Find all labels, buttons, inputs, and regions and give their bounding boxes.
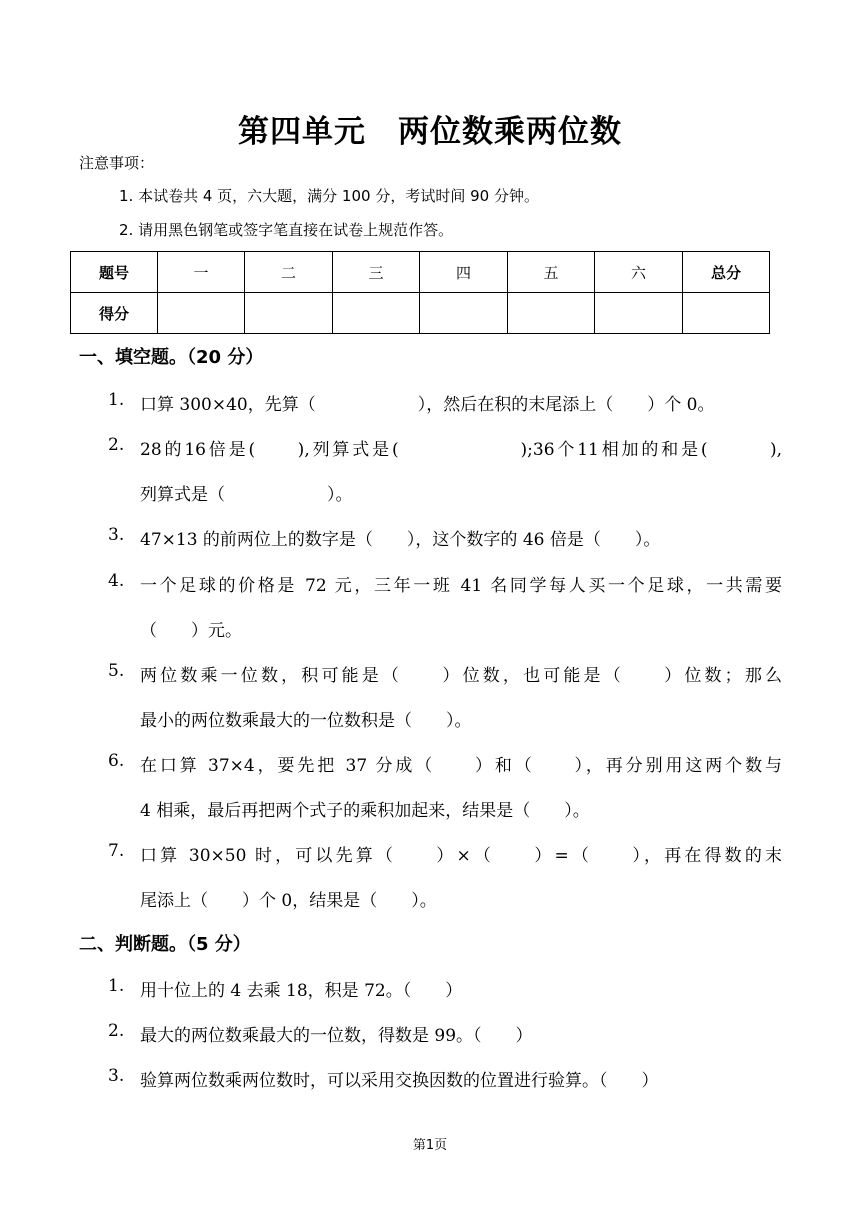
score-cell-total[interactable] [683, 293, 770, 334]
question-text: 4 相乘，最后再把两个式子的乘积加起来，结果是（ ）。 [140, 801, 590, 821]
question-number: 3. [108, 1066, 125, 1086]
header-cell: 六 [595, 252, 683, 293]
header-cell: 四 [420, 252, 508, 293]
question-text: （ ）元。 [140, 621, 242, 641]
row-label-question-number: 题号 [71, 252, 158, 293]
section-heading-true-false: 二、判断题。（5 分） [79, 934, 251, 955]
question-text: 验算两位数乘两位数时，可以采用交换因数的位置进行验算。（ ） [140, 1071, 659, 1091]
score-table-score-row [71, 293, 770, 334]
question-number: 3. [108, 525, 125, 545]
header-cell: 五 [508, 252, 595, 293]
header-cell: 二 [245, 252, 333, 293]
question-text: 口算 30×50 时，可以先算（ ）×（ ）=（ ），再在得数的末 [140, 846, 782, 866]
page-title: 第四单元 两位数乘两位数 [238, 114, 622, 150]
notice-item: 1. 本试卷共 4 页，六大题，满分 100 分，考试时间 90 分钟。 [119, 187, 539, 205]
question-text: 两位数乘一位数，积可能是（ ）位数，也可能是（ ）位数；那么 [140, 666, 782, 686]
question-number: 6. [108, 751, 125, 771]
score-cell[interactable] [158, 293, 245, 334]
header-cell-total: 总分 [683, 252, 770, 293]
score-table [70, 251, 770, 334]
notice-item: 2. 请用黑色钢笔或签字笔直接在试卷上规范作答。 [119, 221, 454, 239]
question-text: 列算式是（ ）。 [140, 485, 353, 505]
score-cell[interactable] [508, 293, 595, 334]
question-number: 5. [108, 661, 125, 681]
question-text: 用十位上的 4 去乘 18，积是 72。（ ） [140, 981, 463, 1001]
question-number: 7. [108, 841, 125, 861]
question-number: 1. [108, 976, 125, 996]
score-cell[interactable] [420, 293, 508, 334]
score-cell[interactable] [333, 293, 420, 334]
question-text: 28的16倍是( ),列算式是( );36个11相加的和是( ), [140, 440, 782, 460]
header-cell: 一 [158, 252, 245, 293]
score-table-header-row [71, 252, 770, 293]
notice-heading: 注意事项： [79, 154, 155, 172]
question-text: 47×13 的前两位上的数字是（ ），这个数字的 46 倍是（ ）。 [140, 530, 661, 550]
question-text: 一个足球的价格是 72 元，三年一班 41 名同学每人买一个足球，一共需要 [140, 576, 782, 596]
question-number: 2. [108, 435, 125, 455]
page-number: 第1页 [412, 1138, 448, 1153]
question-text: 尾添上（ ）个 0，结果是（ ）。 [140, 891, 437, 911]
question-text: 口算 300×40，先算（ ），然后在积的末尾添上（ ）个 0。 [140, 395, 715, 415]
question-text: 在口算 37×4，要先把 37 分成（ ）和（ ），再分别用这两个数与 [140, 756, 782, 776]
question-text: 最大的两位数乘最大的一位数，得数是 99。（ ） [140, 1026, 533, 1046]
score-cell[interactable] [245, 293, 333, 334]
question-number: 2. [108, 1021, 125, 1041]
question-number: 1. [108, 390, 125, 410]
section-heading-fill-blank: 一、填空题。（20 分） [79, 347, 264, 368]
question-text: 最小的两位数乘最大的一位数积是（ ）。 [140, 711, 472, 731]
header-cell: 三 [333, 252, 420, 293]
question-number: 4. [108, 571, 125, 591]
row-label-score: 得分 [71, 293, 158, 334]
score-cell[interactable] [595, 293, 683, 334]
